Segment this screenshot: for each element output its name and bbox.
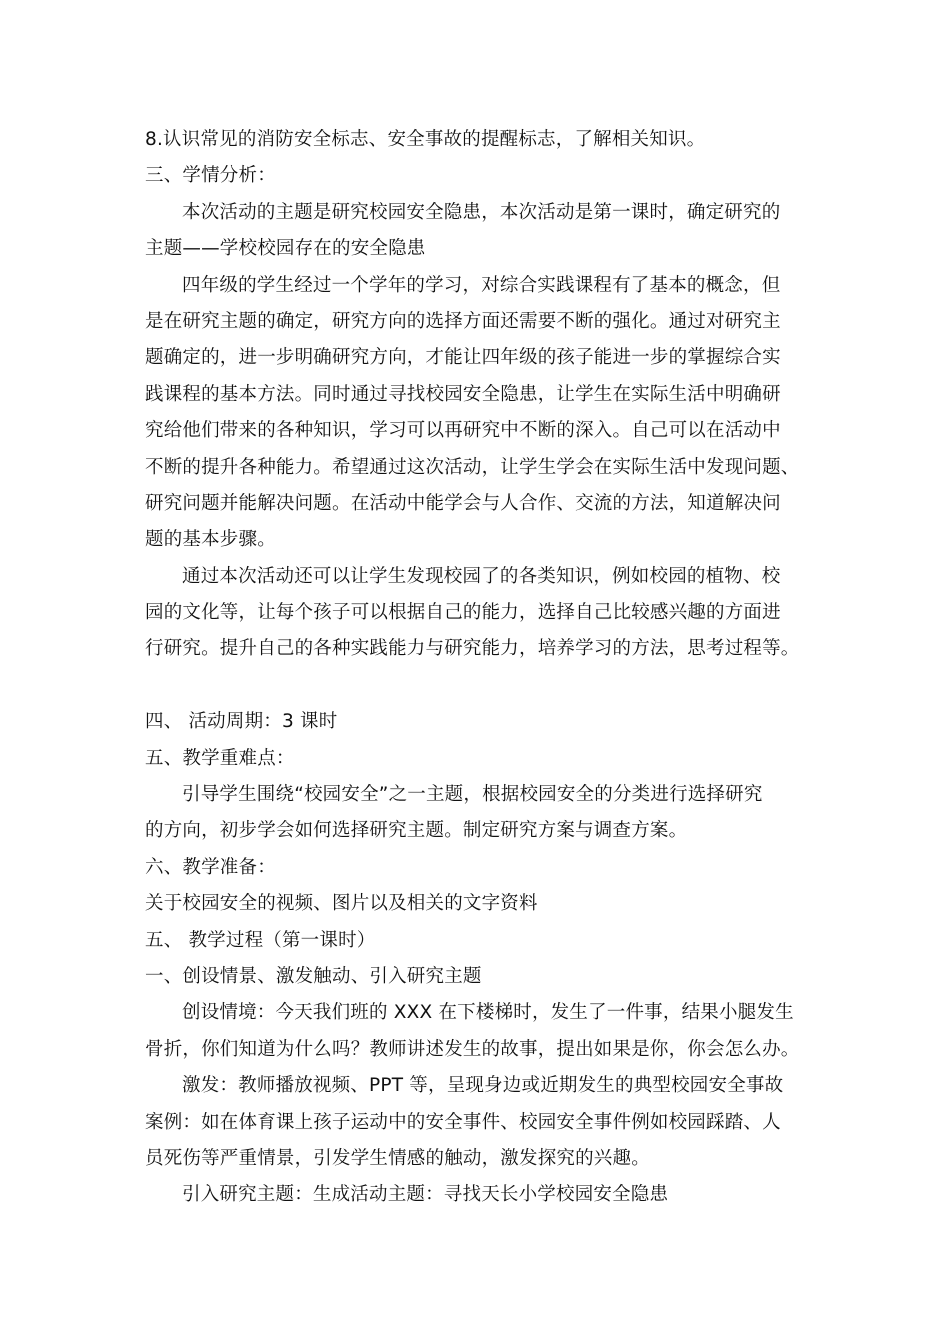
paragraph-line: 不断的提升各种能力。希望通过这次活动，让学生学会在实际生活中发现问题、 <box>145 456 800 478</box>
paragraph-line-indented: 通过本次活动还可以让学生发现校园了的各类知识，例如校园的植物、校 <box>182 565 781 587</box>
paragraph-line-indented: 引导学生围绕“校园安全”之一主题，根据校园安全的分类进行选择研究 <box>182 784 763 806</box>
paragraph-line: 员死伤等严重情景，引发学生情感的触动，激发探究的兴趣。 <box>145 1147 650 1169</box>
paragraph-line: 六、教学准备： <box>145 856 276 878</box>
paragraph-line: 题的基本步骤。 <box>145 529 276 551</box>
paragraph-line: 一、创设情景、激发触动、引入研究主题 <box>145 965 482 987</box>
paragraph-line: 究给他们带来的各种知识，学习可以再研究中不断的深入。自己可以在活动中 <box>145 420 781 442</box>
blank-line <box>145 668 810 704</box>
paragraph-line-indented: 本次活动的主题是研究校园安全隐患，本次活动是第一课时，确定研究的 <box>182 201 781 223</box>
paragraph-line: 四、 活动周期：3 课时 <box>145 711 338 733</box>
paragraph-line: 践课程的基本方法。同时通过寻找校园安全隐患，让学生在实际生活中明确研 <box>145 383 781 405</box>
paragraph-line: 园的文化等，让每个孩子可以根据自己的能力，选择自己比较感兴趣的方面进 <box>145 602 781 624</box>
paragraph-line: 是在研究主题的确定，研究方向的选择方面还需要不断的强化。通过对研究主 <box>145 310 781 332</box>
paragraph-line: 研究问题并能解决问题。在活动中能学会与人合作、交流的方法，知道解决问 <box>145 492 781 514</box>
paragraph-line: 题确定的，进一步明确研究方向，才能让四年级的孩子能进一步的掌握综合实 <box>145 347 781 369</box>
paragraph-line: 五、 教学过程（第一课时） <box>145 929 376 951</box>
paragraph-line-indented: 四年级的学生经过一个学年的学习，对综合实践课程有了基本的概念，但 <box>182 274 781 296</box>
paragraph-line-indented: 激发：教师播放视频、PPT 等，呈现身边或近期发生的典型校园安全事故 <box>182 1075 784 1097</box>
paragraph-line: 主题——学校校园存在的安全隐患 <box>145 238 426 260</box>
paragraph-line: 骨折，你们知道为什么吗？教师讲述发生的故事，提出如果是你，你会怎么办。 <box>145 1038 800 1060</box>
paragraph-line: 行研究。提升自己的各种实践能力与研究能力，培养学习的方法，思考过程等。 <box>145 638 800 660</box>
paragraph-line: 案例：如在体育课上孩子运动中的安全事件、校园安全事件例如校园踩踏、人 <box>145 1111 781 1133</box>
paragraph-line-indented: 引入研究主题：生成活动主题：寻找天长小学校园安全隐患 <box>182 1184 669 1206</box>
paragraph-line: 关于校园安全的视频、图片以及相关的文字资料 <box>145 893 538 915</box>
paragraph-line: 五、教学重难点： <box>145 747 295 769</box>
paragraph-line: 三、学情分析： <box>145 165 276 187</box>
paragraph-line: 8.认识常见的消防安全标志、安全事故的提醒标志，了解相关知识。 <box>145 129 706 150</box>
paragraph-line-indented: 创设情境：今天我们班的 XXX 在下楼梯时，发生了一件事，结果小腿发生 <box>182 1002 794 1024</box>
paragraph-line: 的方向，初步学会如何选择研究主题。制定研究方案与调查方案。 <box>145 820 688 842</box>
document-body <box>145 122 810 1214</box>
